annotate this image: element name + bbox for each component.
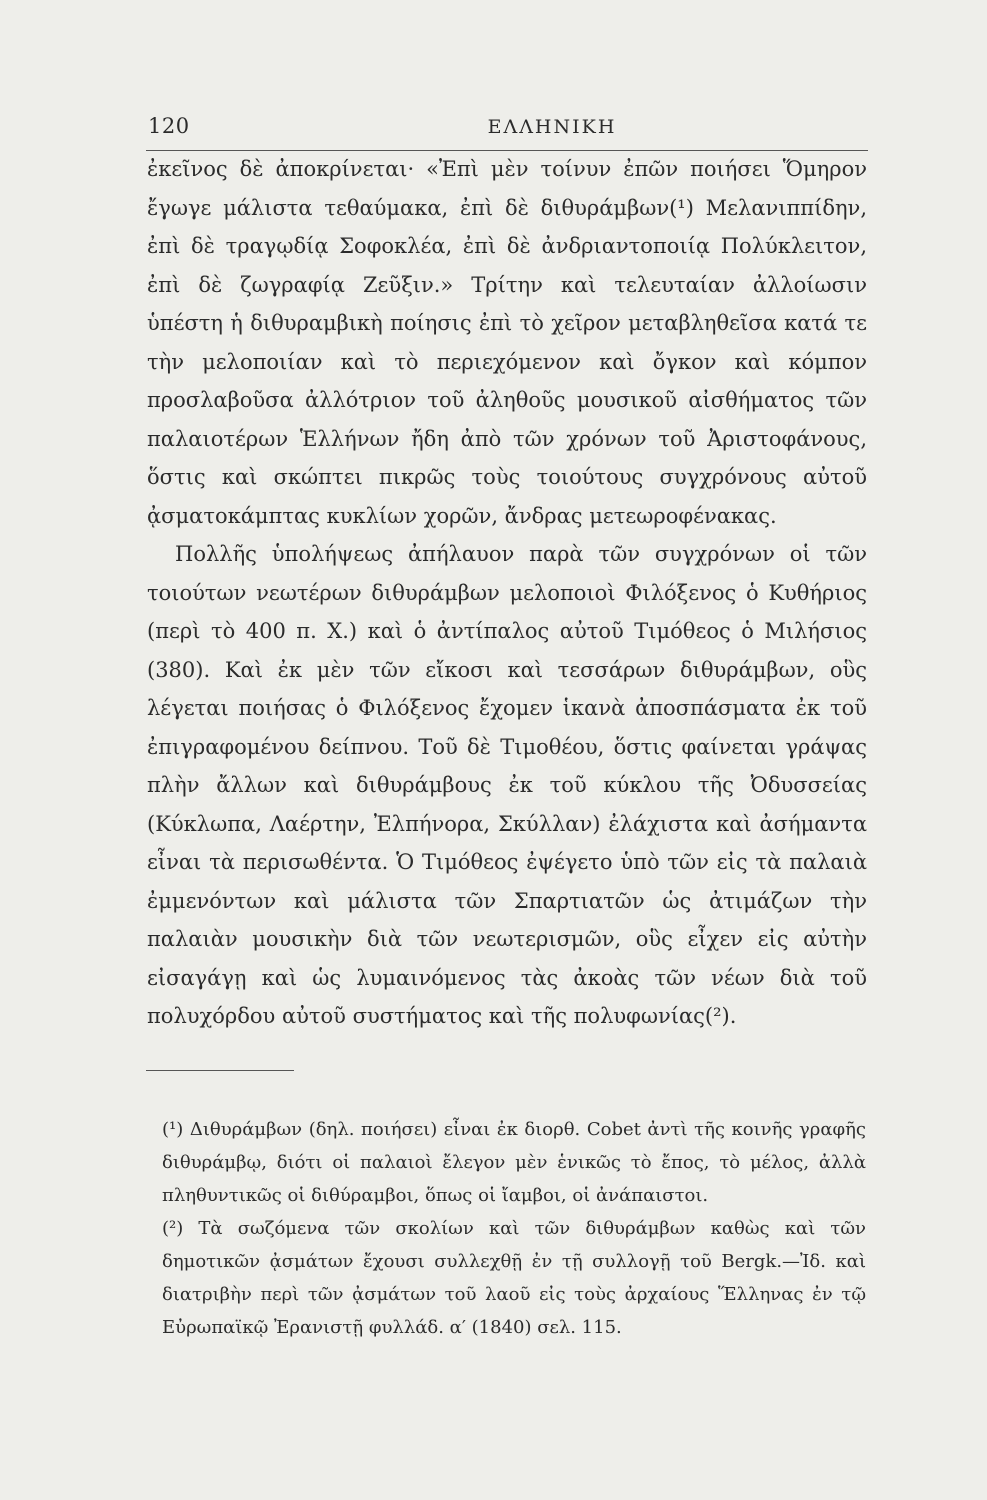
footnote-2: (²) Τὰ σωζόμενα τῶν σκολίων καὶ τῶν διθυράμβων καθὼς καὶ τῶν δημοτικῶν ᾀσμάτων ἔχουσι συλλεχθῇ ἐν τῇ συλλογῇ τοῦ Bergk.—Ἰδ. καὶ διατριβὴν περὶ τῶν ᾀσμάτων τοῦ λαοῦ εἰς τοὺς ἀρχαίους Ἕλληνας ἐν τῷ Εὐρωπαϊκῷ Ἐρανιστῇ φυλλάδ. α′ (1840) σελ. 115. [162,1218,866,1338]
footnote-separator [146,1070,294,1071]
page-header [146,110,868,151]
page-number: 120 [148,114,190,138]
footnote-1: (¹) Διθυράμβων (δηλ. ποιήσει) εἶναι ἐκ διορθ. Cobet ἀντὶ τῆς κοινῆς γραφῆς διθυράμβῳ, διότι οἱ παλαιοὶ ἔλεγον μὲν ἑνικῶς τὸ ἔπος, τὸ μέλος, ἀλλὰ πληθυντικῶς οἱ διθύραμβοι, ὅπως οἱ ἴαμβοι, οἱ ἀνάπαιστοι. [162,1119,866,1206]
running-title: ΕΛΛΗΝΙΚΗ [487,116,617,138]
main-text [147,150,867,1036]
footnotes [162,1113,866,1344]
paragraph-1: ἐκεῖνος δὲ ἀποκρίνεται· «Ἐπὶ μὲν τοίνυν ἐπῶν ποιήσει Ὅμηρον ἔγωγε μάλιστα τεθαύμακα, ἐπὶ δὲ διθυράμβων(¹) Μελανιππίδην, ἐπὶ δὲ τραγῳδίᾳ Σοφοκλέα, ἐπὶ δὲ ἀνδριαντοποιίᾳ Πολύκλειτον, ἐπὶ δὲ ζωγραφίᾳ Ζεῦξιν.» Τρίτην καὶ τελευταίαν ἀλλοίωσιν ὑπέστη ἡ διθυραμβικὴ ποίησις ἐπὶ τὸ χεῖρον μεταβληθεῖσα κατά τε τὴν μελοποιίαν καὶ τὸ περιεχόμενον καὶ ὄγκον καὶ κόμπον προσλαβοῦσα ἀλλότριον τοῦ ἀληθοῦς μουσικοῦ αἰσθήματος τῶν παλαιοτέρων Ἑλλήνων ἤδη ἀπὸ τῶν χρόνων τοῦ Ἀριστοφάνους, ὅστις καὶ σκώπτει πικρῶς τοὺς τοιούτους συγχρόνους αὐτοῦ ᾀσματοκάμπτας κυκλίων χορῶν, ἄνδρας μετεωροφένακας. [147,157,867,528]
paragraph-2: Πολλῆς ὑπολήψεως ἀπήλαυον παρὰ τῶν συγχρόνων οἱ τῶν τοιούτων νεωτέρων διθυράμβων μελοποιοὶ Φιλόξενος ὁ Κυθήριος (περὶ τὸ 400 π. Χ.) καὶ ὁ ἀντίπαλος αὐτοῦ Τιμόθεος ὁ Μιλήσιος (380). Καὶ ἐκ μὲν τῶν εἴκοσι καὶ τεσσάρων διθυράμβων, οὓς λέγεται ποιήσας ὁ Φιλόξενος ἔχομεν ἱκανὰ ἀποσπάσματα ἐκ τοῦ ἐπιγραφομένου δείπνου. Τοῦ δὲ Τιμοθέου, ὅστις φαίνεται γράψας πλὴν ἄλλων καὶ διθυράμβους ἐκ τοῦ κύκλου τῆς Ὀδυσσείας (Κύκλωπα, Λαέρτην, Ἐλπήνορα, Σκύλλαν) ἐλάχιστα καὶ ἀσήμαντα εἶναι τὰ περισωθέντα. Ὁ Τιμόθεος ἐψέγετο ὑπὸ τῶν εἰς τὰ παλαιὰ ἐμμενόντων καὶ μάλιστα τῶν Σπαρτιατῶν ὡς ἀτιμάζων τὴν παλαιὰν μουσικὴν διὰ τῶν νεωτερισμῶν, οὓς εἶχεν εἰς αὐτὴν εἰσαγάγῃ καὶ ὡς λυμαινόμενος τὰς ἀκοὰς τῶν νέων διὰ τοῦ πολυχόρδου αὐτοῦ συστήματος καὶ τῆς πολυφωνίας(²). [147,542,867,1028]
